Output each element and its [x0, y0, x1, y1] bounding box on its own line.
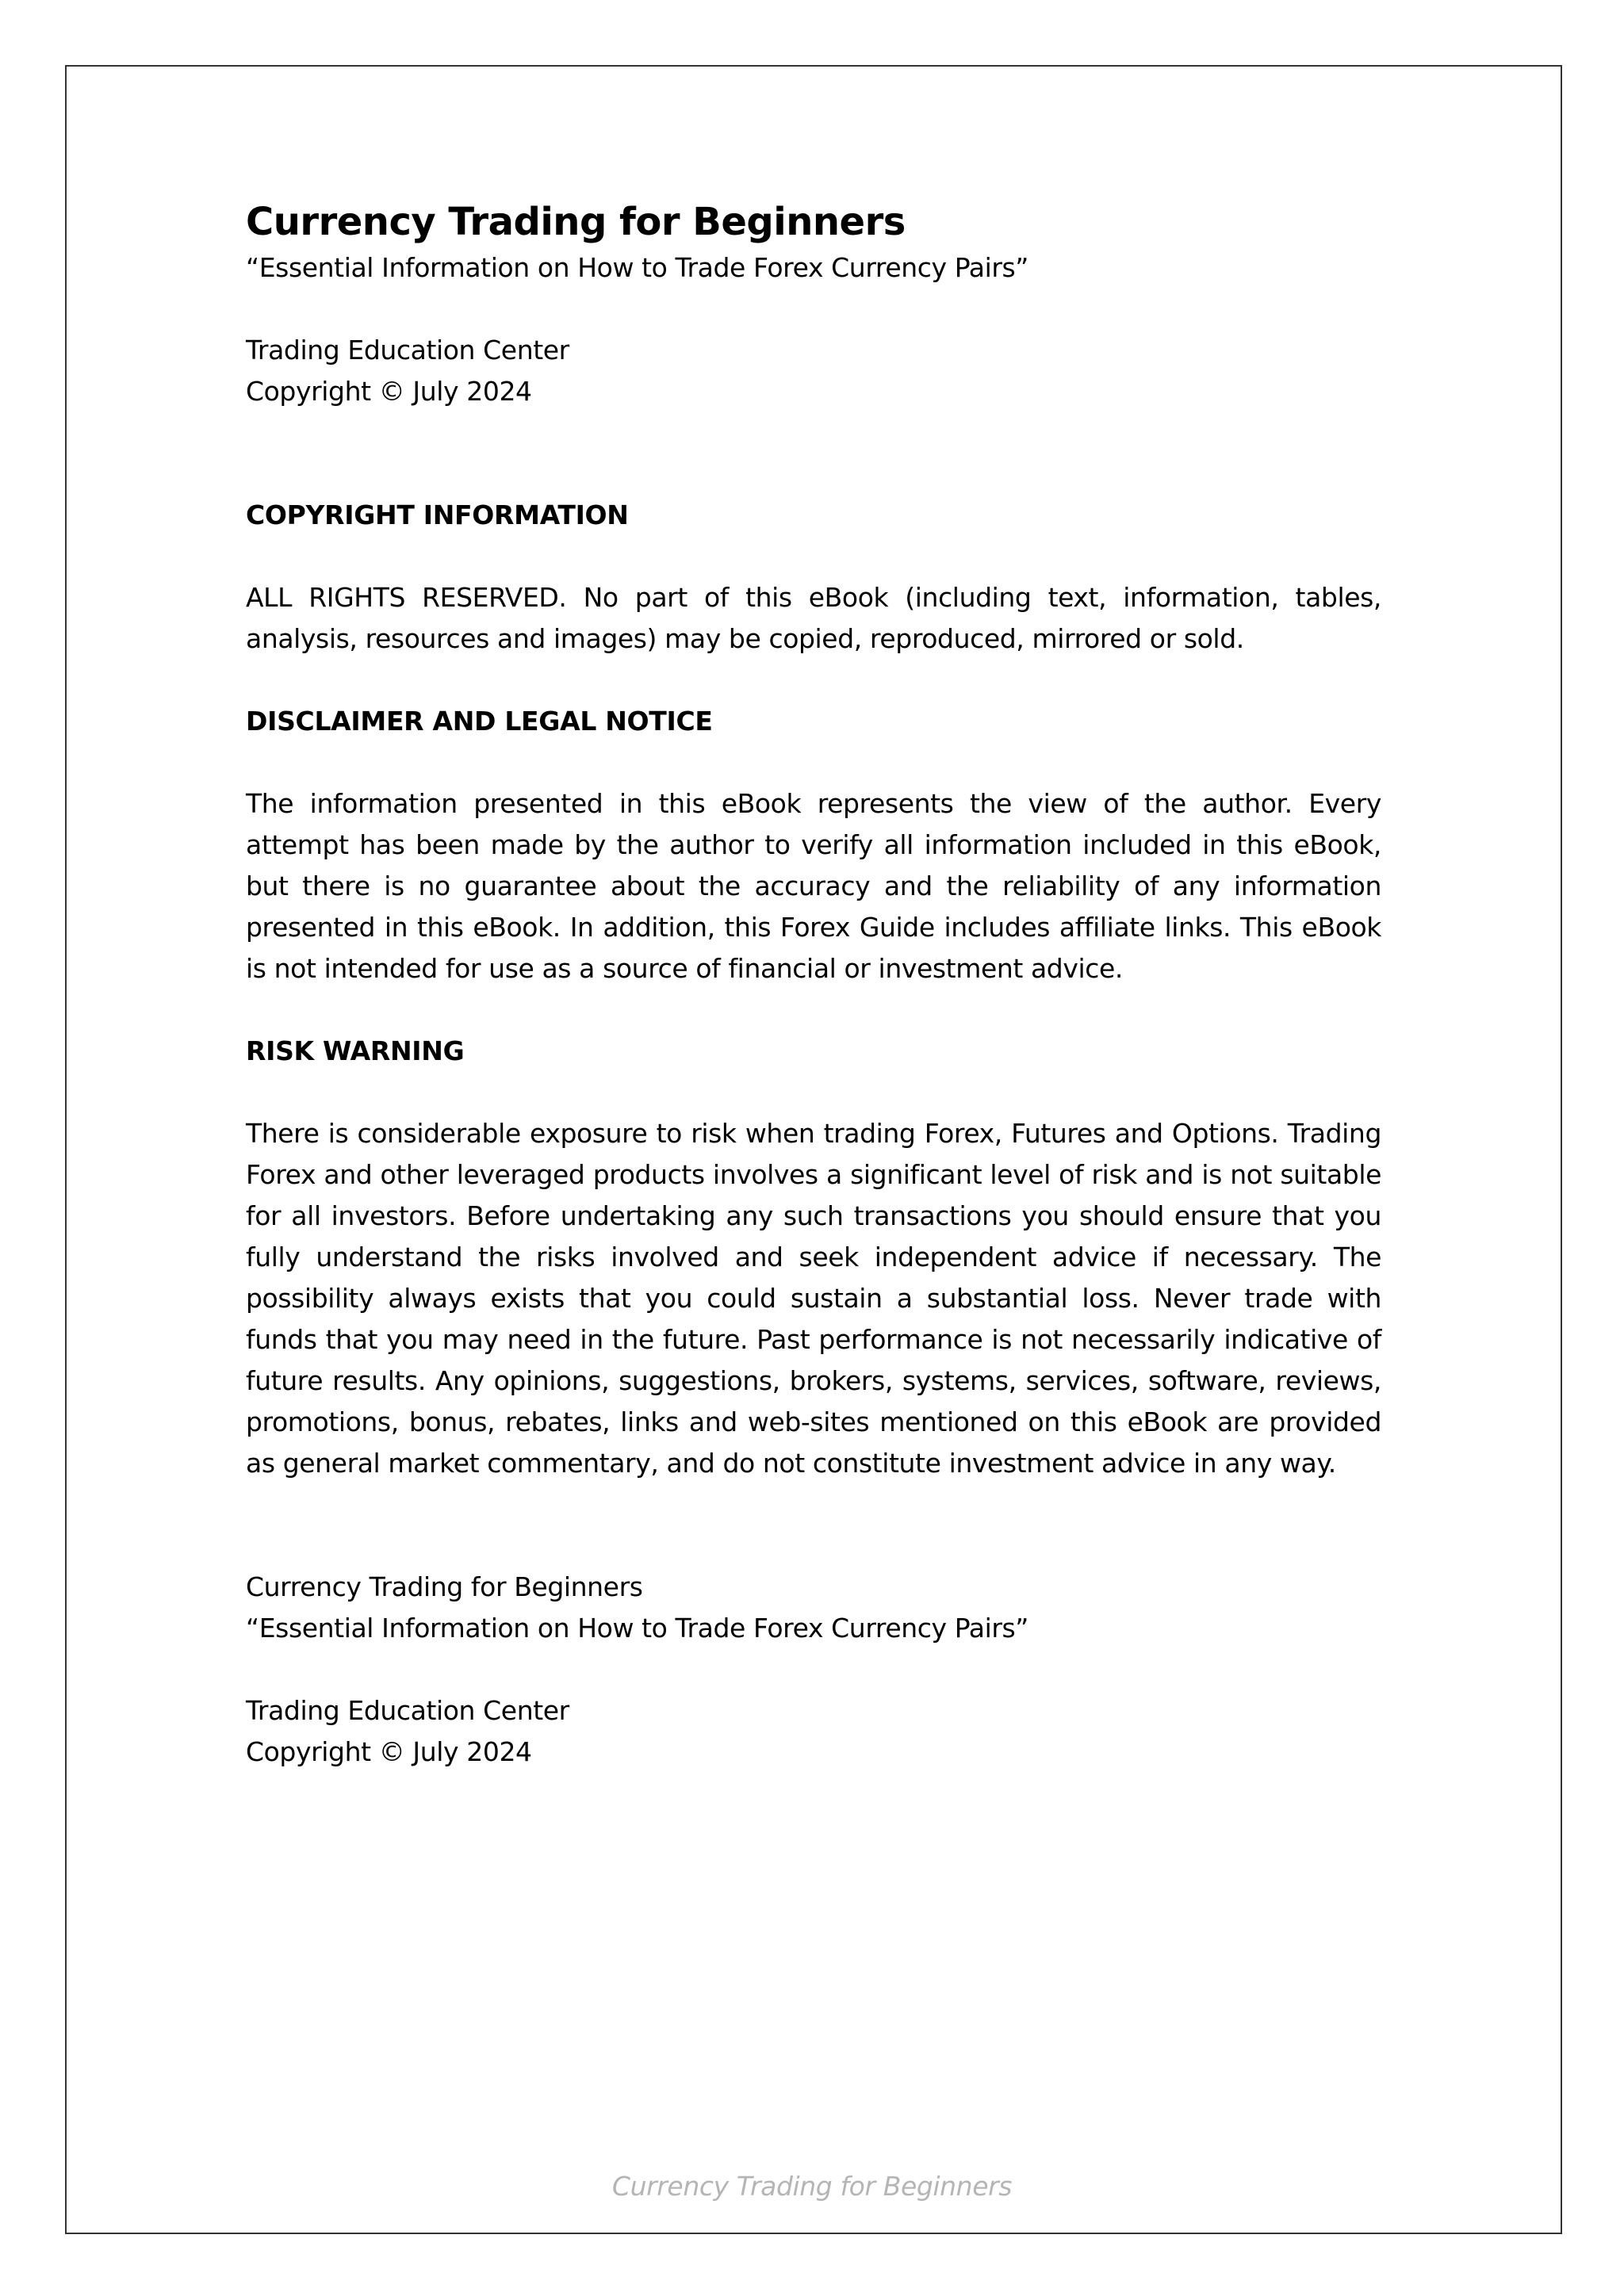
- section-heading-disclaimer: DISCLAIMER AND LEGAL NOTICE: [246, 706, 713, 737]
- closing-subtitle: “Essential Information on How to Trade Forex Currency Pairs”: [246, 1613, 1028, 1644]
- section-body-risk-warning: There is considerable exposure to risk when trading Forex, Futures and Options. Trading Forex and other leveraged products involves a significant level of risk and is not suitable for all investors. Before undertaking any such transactions you should ensure that you fully understand the risks involved and seek independent advice if necessary. The possibility always exists that you could sustain a substantial loss. Never trade with funds that you may need in the future. Past performance is not necessarily indicative of future results. Any opinions, suggestions, brokers, systems, services, software, reviews, promotions, bonus, rebates, links and web-sites mentioned on this eBook are provided as general market commentary, and do not constitute investment advice in any way.: [246, 1118, 1381, 1479]
- document-subtitle: “Essential Information on How to Trade Forex Currency Pairs”: [246, 252, 1028, 283]
- copyright-line: Copyright © July 2024: [246, 376, 532, 407]
- publisher-name: Trading Education Center: [246, 335, 569, 365]
- closing-publisher: Trading Education Center: [246, 1695, 569, 1726]
- closing-title: Currency Trading for Beginners: [246, 1571, 643, 1602]
- section-body-disclaimer: The information presented in this eBook represents the view of the author. Every attempt has been made by the author to verify all information included in this eBook, but there is no guarantee about the accuracy and the reliability of any information presented in this eBook. In addition, this Forex Guide includes affiliate links. This eBook is not intended for use as a source of financial or investment advice.: [246, 788, 1381, 984]
- section-body-copyright: ALL RIGHTS RESERVED. No part of this eBook (including text, information, tables, analysis, resources and images) may be copied, reproduced, mirrored or sold.: [246, 582, 1381, 654]
- section-heading-copyright: COPYRIGHT INFORMATION: [246, 499, 629, 530]
- page-content: [246, 197, 1381, 1773]
- closing-copyright: Copyright © July 2024: [246, 1736, 532, 1767]
- section-heading-risk-warning: RISK WARNING: [246, 1035, 465, 1066]
- page-footer-running-title: Currency Trading for Beginners: [611, 2171, 1013, 2202]
- document-title: Currency Trading for Beginners: [246, 200, 906, 244]
